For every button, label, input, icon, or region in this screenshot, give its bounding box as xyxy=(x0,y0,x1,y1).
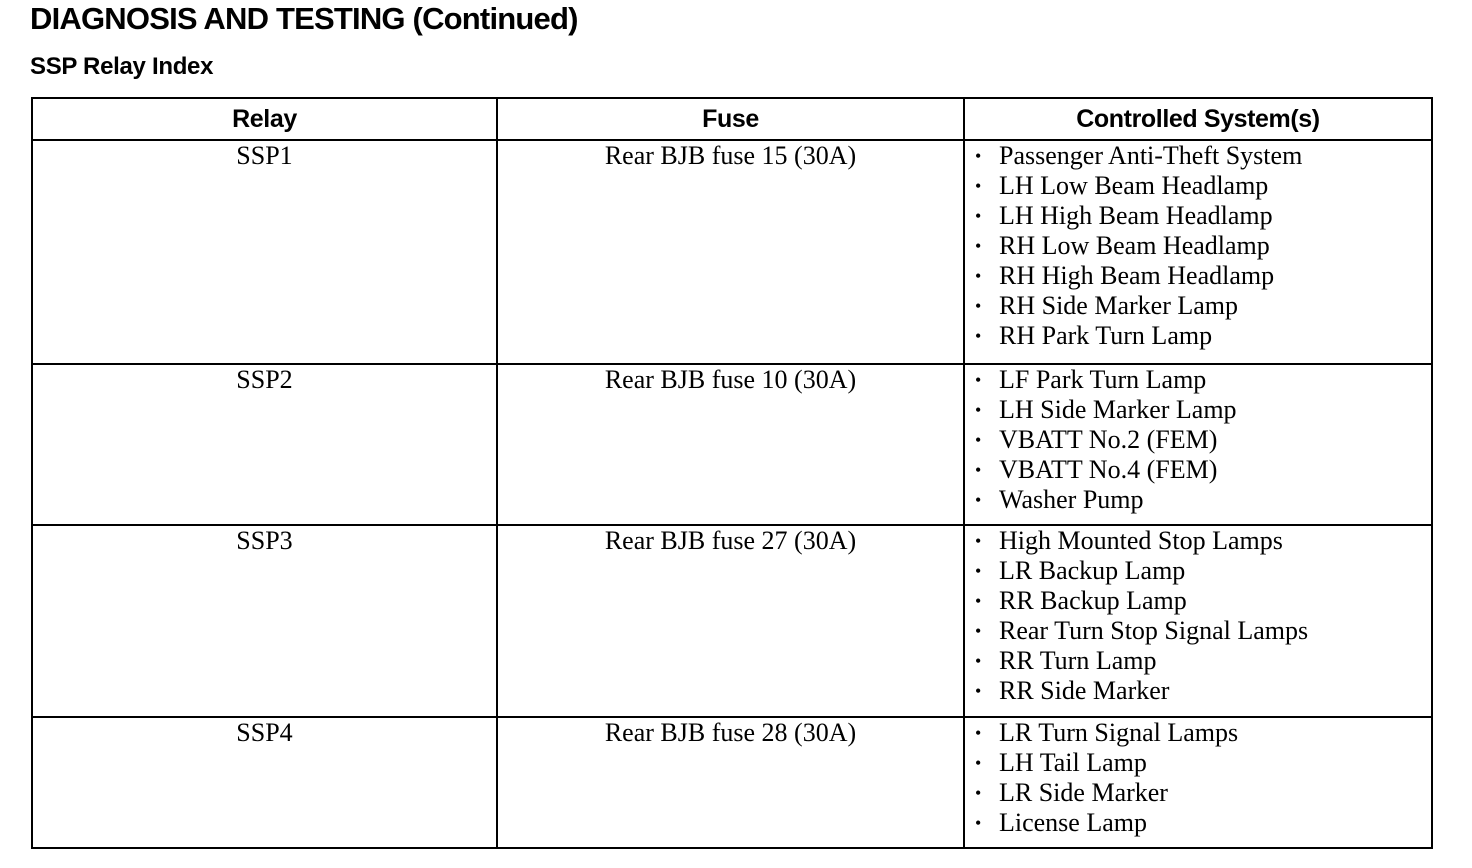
list-item xyxy=(975,261,1431,291)
system-name: License Lamp xyxy=(999,808,1147,837)
system-name: RH Low Beam Headlamp xyxy=(999,231,1270,260)
system-name: LR Backup Lamp xyxy=(999,556,1186,585)
system-name: RR Backup Lamp xyxy=(999,586,1187,615)
list-item xyxy=(975,231,1431,261)
system-name: VBATT No.4 (FEM) xyxy=(999,455,1218,484)
bullet-icon: • xyxy=(975,561,982,581)
system-name: LF Park Turn Lamp xyxy=(999,365,1207,394)
controlled-systems-list xyxy=(965,718,1431,838)
bullet-icon: • xyxy=(975,813,982,833)
list-item xyxy=(975,778,1431,808)
list-item xyxy=(975,395,1431,425)
list-item xyxy=(975,321,1431,351)
relay-cell: SSP1 xyxy=(32,140,497,364)
system-name: RR Turn Lamp xyxy=(999,646,1157,675)
bullet-icon: • xyxy=(975,621,982,641)
controlled-systems-cell xyxy=(964,525,1432,717)
list-item xyxy=(975,586,1431,616)
table-row xyxy=(32,140,1432,364)
list-item xyxy=(975,556,1431,586)
list-item xyxy=(975,425,1431,455)
bullet-icon: • xyxy=(975,296,982,316)
system-name: Washer Pump xyxy=(999,485,1144,514)
controlled-systems-cell xyxy=(964,140,1432,364)
system-name: LH Tail Lamp xyxy=(999,748,1147,777)
controlled-systems-list xyxy=(965,141,1431,351)
list-item xyxy=(975,718,1431,748)
list-item xyxy=(975,485,1431,515)
bullet-icon: • xyxy=(975,723,982,743)
fuse-cell: Rear BJB fuse 10 (30A) xyxy=(497,364,964,525)
bullet-icon: • xyxy=(975,753,982,773)
system-name: High Mounted Stop Lamps xyxy=(999,526,1283,555)
bullet-icon: • xyxy=(975,490,982,510)
bullet-icon: • xyxy=(975,326,982,346)
controlled-systems-cell xyxy=(964,717,1432,848)
column-header-relay: Relay xyxy=(32,98,497,140)
bullet-icon: • xyxy=(975,681,982,701)
bullet-icon: • xyxy=(975,430,982,450)
list-item xyxy=(975,455,1431,485)
system-name: LR Turn Signal Lamps xyxy=(999,718,1239,747)
relay-index-table xyxy=(31,97,1433,849)
list-item xyxy=(975,676,1431,706)
fuse-cell: Rear BJB fuse 27 (30A) xyxy=(497,525,964,717)
system-name: VBATT No.2 (FEM) xyxy=(999,425,1218,454)
system-name: LH Low Beam Headlamp xyxy=(999,171,1269,200)
system-name: LR Side Marker xyxy=(999,778,1168,807)
table-header-row xyxy=(32,98,1432,140)
table-row xyxy=(32,364,1432,525)
table-row xyxy=(32,717,1432,848)
list-item xyxy=(975,141,1431,171)
fuse-cell: Rear BJB fuse 15 (30A) xyxy=(497,140,964,364)
section-title: SSP Relay Index xyxy=(30,53,214,80)
list-item xyxy=(975,646,1431,676)
bullet-icon: • xyxy=(975,176,982,196)
column-header-controlled-systems: Controlled System(s) xyxy=(964,98,1432,140)
column-header-fuse: Fuse xyxy=(497,98,964,140)
controlled-systems-list xyxy=(965,365,1431,515)
controlled-systems-list xyxy=(965,526,1431,706)
system-name: RH Park Turn Lamp xyxy=(999,321,1213,350)
list-item xyxy=(975,365,1431,395)
bullet-icon: • xyxy=(975,651,982,671)
bullet-icon: • xyxy=(975,206,982,226)
bullet-icon: • xyxy=(975,460,982,480)
list-item xyxy=(975,291,1431,321)
bullet-icon: • xyxy=(975,591,982,611)
list-item xyxy=(975,748,1431,778)
list-item xyxy=(975,171,1431,201)
controlled-systems-cell xyxy=(964,364,1432,525)
list-item xyxy=(975,201,1431,231)
system-name: Passenger Anti-Theft System xyxy=(999,141,1303,170)
list-item xyxy=(975,616,1431,646)
fuse-cell: Rear BJB fuse 28 (30A) xyxy=(497,717,964,848)
page-title: DIAGNOSIS AND TESTING (Continued) xyxy=(30,1,578,36)
relay-cell: SSP2 xyxy=(32,364,497,525)
bullet-icon: • xyxy=(975,400,982,420)
system-name: RR Side Marker xyxy=(999,676,1170,705)
bullet-icon: • xyxy=(975,236,982,256)
system-name: LH High Beam Headlamp xyxy=(999,201,1273,230)
bullet-icon: • xyxy=(975,146,982,166)
system-name: Rear Turn Stop Signal Lamps xyxy=(999,616,1309,645)
bullet-icon: • xyxy=(975,370,982,390)
relay-cell: SSP4 xyxy=(32,717,497,848)
bullet-icon: • xyxy=(975,531,982,551)
list-item xyxy=(975,808,1431,838)
table-row xyxy=(32,525,1432,717)
system-name: LH Side Marker Lamp xyxy=(999,395,1237,424)
list-item xyxy=(975,526,1431,556)
bullet-icon: • xyxy=(975,783,982,803)
bullet-icon: • xyxy=(975,266,982,286)
relay-cell: SSP3 xyxy=(32,525,497,717)
system-name: RH High Beam Headlamp xyxy=(999,261,1275,290)
system-name: RH Side Marker Lamp xyxy=(999,291,1239,320)
